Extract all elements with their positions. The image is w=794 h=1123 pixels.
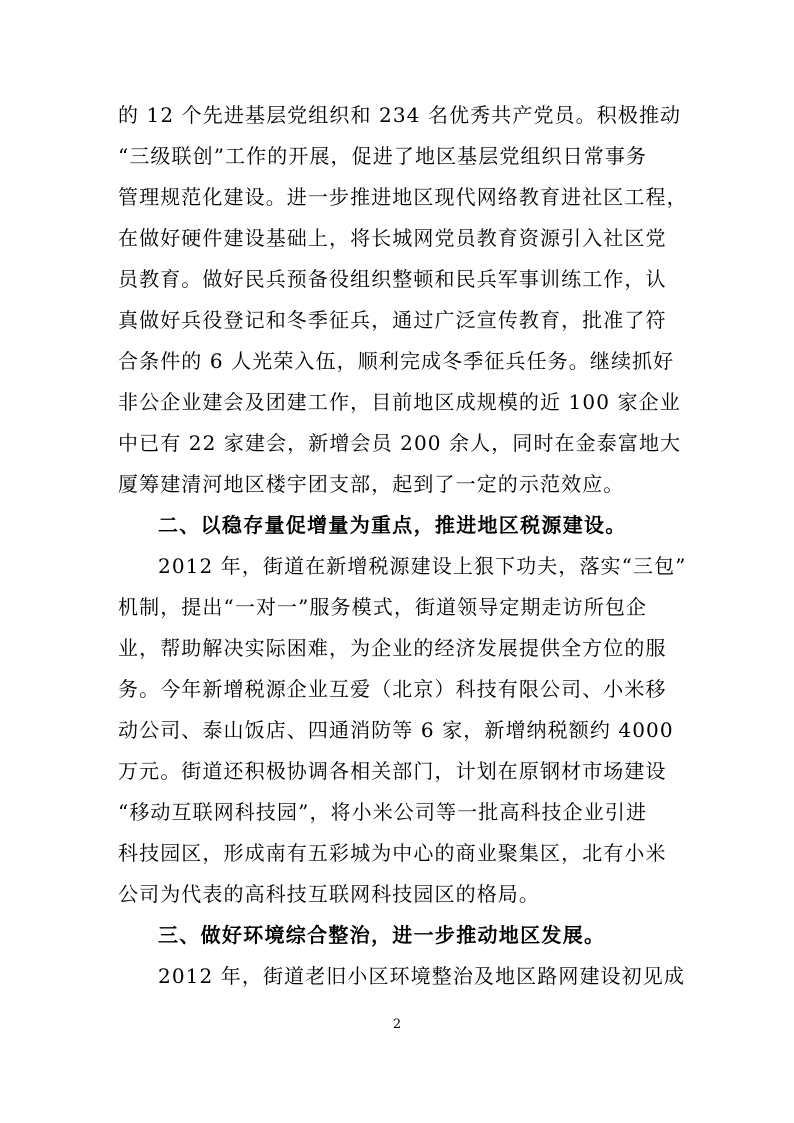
body-text-line: 在做好硬件建设基础上，将长城网党员教育资源引入社区党 [118,226,667,250]
body-text-line: “移动互联网科技园”，将小米公司等一批高科技企业引进 [118,800,648,824]
body-text-line: 机制，提出“一对一”服务模式，街道领导定期走访所包企 [118,595,648,619]
body-text-line: 业，帮助解决实际困难，为企业的经济发展提供全方位的服 [118,636,667,660]
page-number: 2 [392,1017,402,1032]
body-text-line: 管理规范化建设。进一步推进地区现代网络教育进社区工程， [118,185,688,209]
body-text-line: 非公企业建会及团建工作，目前地区成规模的近 100 家企业 [118,390,681,414]
body-text-line: 务。今年新增税源企业互爱（北京）科技有限公司、小米移 [118,677,667,701]
body-text-line: “三级联创”工作的开展，促进了地区基层党组织日常事务 [118,144,648,168]
body-text-line: 厦筹建清河地区楼宇团支部，起到了一定的示范效应。 [118,472,625,496]
body-text-line: 科技园区，形成南有五彩城为中心的商业聚集区，北有小米 [118,841,667,865]
section-heading-2: 二、以稳存量促增量为重点，推进地区税源建设。 [158,513,627,537]
body-text-line: 真做好兵役登记和冬季征兵，通过广泛宣传教育，批准了符 [118,308,667,332]
body-text-line: 中已有 22 家建会，新增会员 200 余人，同时在金泰富地大 [118,431,682,455]
body-text-line: 公司为代表的高科技互联网科技园区的格局。 [118,882,540,906]
body-text-line: 合条件的 6 人光荣入伍，顺利完成冬季征兵任务。继续抓好 [118,349,675,373]
paragraph-first-line: 2012 年，街道老旧小区环境整治及地区路网建设初见成 [158,964,685,988]
body-text-line: 动公司、泰山饭店、四通消防等 6 家，新增纳税额约 4000 [118,718,674,742]
body-text-line: 万元。街道还积极协调各相关部门，计划在原钢材市场建设 [118,759,667,783]
paragraph-first-line: 2012 年，街道在新增税源建设上狠下功夫，落实“三包” [158,554,687,578]
body-text-line: 员教育。做好民兵预备役组织整顿和民兵军事训练工作，认 [118,267,667,291]
body-text-line: 的 12 个先进基层党组织和 234 名优秀共产党员。积极推动 [118,103,682,127]
section-heading-3: 三、做好环境综合整治，进一步推动地区发展。 [158,923,606,947]
